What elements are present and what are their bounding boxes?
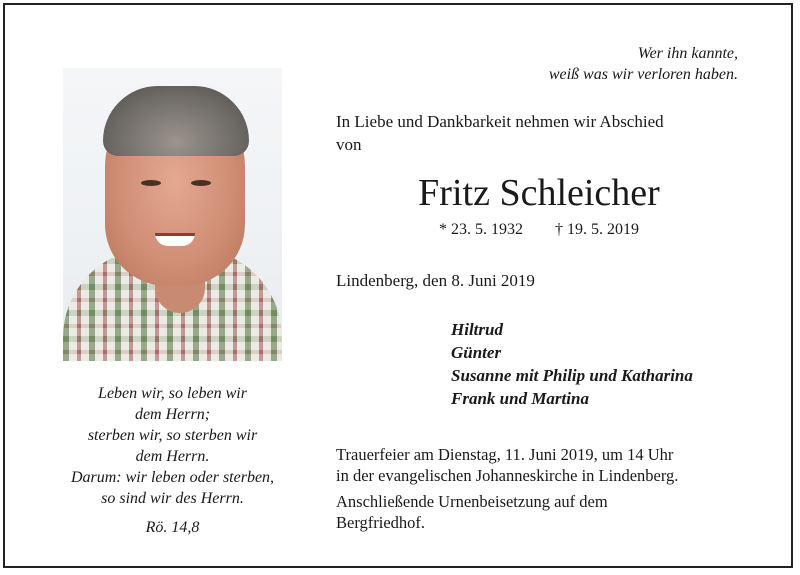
verse-line: Darum: wir leben oder sterben, — [70, 469, 275, 486]
funeral-info — [336, 444, 678, 486]
mourner: Susanne mit Philip und Katharina — [451, 366, 693, 385]
burial-line: Anschließende Urnenbeisetzung auf dem — [336, 492, 608, 511]
motto-line: Wer ihn kannte, — [637, 45, 738, 62]
deceased-name: Fritz Schleicher — [418, 172, 660, 214]
intro-text — [336, 110, 664, 156]
mourners-list — [451, 318, 693, 410]
birth-date: * 23. 5. 1932 — [439, 221, 523, 238]
mourner: Günter — [451, 343, 502, 362]
life-dates — [336, 221, 742, 239]
burial-info — [336, 491, 608, 533]
death-date: † 19. 5. 2019 — [555, 221, 639, 238]
verse-line: so sind wir des Herrn. — [101, 490, 244, 507]
bible-verse — [63, 383, 282, 538]
verse-line: sterben wir, so sterben wir — [87, 427, 258, 444]
verse-reference: Rö. 14,8 — [145, 519, 200, 536]
verse-line: Leben wir, so leben wir — [98, 385, 247, 402]
funeral-line: Trauerfeier am Dienstag, 11. Juni 2019, um 14 Uhr — [336, 445, 674, 464]
motto — [549, 43, 738, 85]
place-and-date: Lindenberg, den 8. Juni 2019 — [336, 271, 535, 290]
portrait-photo — [63, 68, 282, 361]
burial-line: Bergfriedhof. — [336, 513, 426, 532]
funeral-line: in der evangelischen Johanneskirche in Lindenberg. — [336, 466, 679, 485]
verse-line: dem Herrn. — [135, 448, 210, 465]
mourner: Frank und Martina — [451, 389, 589, 408]
motto-line: weiß was wir verloren haben. — [548, 66, 738, 83]
intro-line: In Liebe und Dankbarkeit nehmen wir Abschied — [336, 112, 664, 131]
intro-line: von — [336, 135, 362, 154]
mourner: Hiltrud — [451, 320, 503, 339]
verse-line: dem Herrn; — [134, 406, 211, 423]
